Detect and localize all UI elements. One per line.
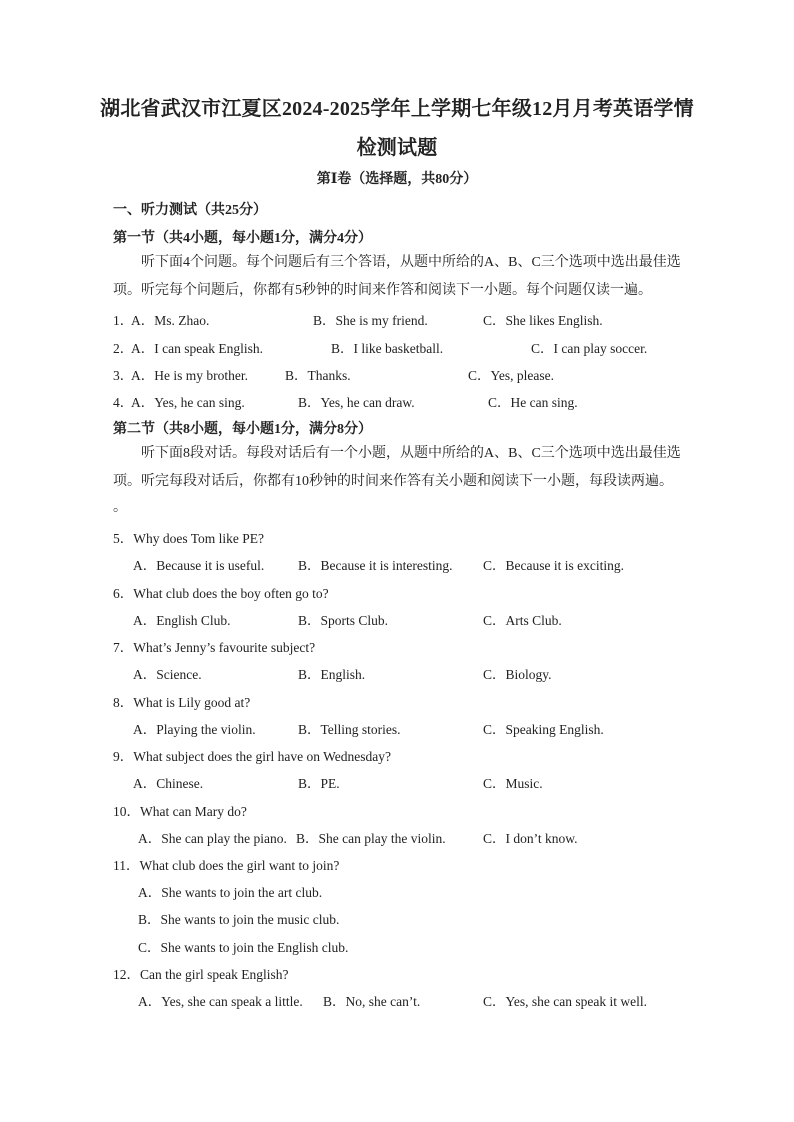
q3-option-c: C．Yes, please. [468, 368, 555, 383]
section1-instructions-text: 听下面4个问题。每个问题后有三个答语，从题中所给的A、B、C三个选项中选出最佳选项。听完每个问题后，你都有5秒钟的时间来作答和阅读下一小题。每个问题仅读一遍。 [113, 255, 681, 298]
q10-option-a: A．She can play the piano. [138, 831, 287, 846]
q6-option-a: A．English Club. [133, 613, 231, 628]
q6-question: 6．What club does the boy often go to? [113, 586, 329, 601]
q1-option-a: A．Ms. Zhao. [131, 313, 210, 328]
q9-option-b: B．PE. [298, 776, 340, 791]
q2-option-b: B．I like basketball. [331, 341, 444, 356]
section2-trailing-mark: 。 [113, 500, 127, 515]
q3-option-b: B．Thanks. [285, 368, 351, 383]
q5-option-c: C．Because it is exciting. [483, 558, 624, 573]
q4-option-b: B．Yes, he can draw. [298, 395, 415, 410]
q11-option-a: A．She wants to join the art club. [138, 885, 323, 900]
q1-number: 1． [113, 313, 134, 328]
q3-option-a: A．He is my brother. [131, 368, 248, 383]
part1-heading: 一、听力测试（共25分） [113, 203, 267, 218]
q9-question: 9．What subject does the girl have on Wednesday? [113, 749, 391, 764]
q6-option-b: B．Sports Club. [298, 613, 389, 628]
q3-number: 3． [113, 368, 134, 383]
q12-option-b: B．No, she can’t. [323, 994, 421, 1009]
section2-heading: 第二节（共8小题，每小题1分，满分8分） [113, 422, 372, 437]
q9-option-a: A．Chinese. [133, 776, 204, 791]
q5-option-a: A．Because it is useful. [133, 558, 265, 573]
q7-option-b: B．English. [298, 667, 366, 682]
q7-option-c: C．Biology. [483, 667, 552, 682]
q8-question: 8．What is Lily good at? [113, 695, 251, 710]
q11-question: 11．What club does the girl want to join? [113, 858, 340, 873]
section2-instructions [113, 440, 685, 496]
q12-option-c: C．Yes, she can speak it well. [483, 994, 647, 1009]
q11-option-b: B．She wants to join the music club. [138, 912, 340, 927]
q8-option-b: B．Telling stories. [298, 722, 401, 737]
q1-option-c: C．She likes English. [483, 313, 603, 328]
q12-question: 12．Can the girl speak English? [113, 967, 289, 982]
q2-option-a: A．I can speak English. [131, 341, 263, 356]
volume-heading: 第Ⅰ卷（选择题，共80分） [316, 172, 478, 187]
section2-instructions-text: 听下面8段对话。每段对话后有一个小题，从题中所给的A、B、C三个选项中选出最佳选项。听完每段对话后，你都有10秒钟的时间来作答有关小题和阅读下一小题，每段读两遍。 [113, 446, 681, 489]
q7-option-a: A．Science. [133, 667, 202, 682]
q9-option-c: C．Music. [483, 776, 543, 791]
q7-question: 7．What’s Jenny’s favourite subject? [113, 640, 316, 655]
q6-option-c: C．Arts Club. [483, 613, 562, 628]
q12-option-a: A．Yes, she can speak a little. [138, 994, 303, 1009]
q11-option-c: C．She wants to join the English club. [138, 940, 349, 955]
q8-option-a: A．Playing the violin. [133, 722, 256, 737]
q1-option-b: B．She is my friend. [313, 313, 428, 328]
q8-option-c: C．Speaking English. [483, 722, 604, 737]
q4-option-a: A．Yes, he can sing. [131, 395, 245, 410]
exam-title-line2: 检测试题 [356, 137, 438, 159]
q4-option-c: C．He can sing. [488, 395, 578, 410]
q4-number: 4． [113, 395, 134, 410]
q2-option-c: C．I can play soccer. [531, 341, 648, 356]
q10-option-b: B．She can play the violin. [296, 831, 446, 846]
q10-question: 10．What can Mary do? [113, 804, 247, 819]
exam-title-line1: 湖北省武汉市江夏区2024-2025学年上学期七年级12月月考英语学情 [100, 98, 694, 120]
section1-instructions [113, 249, 685, 305]
q2-number: 2． [113, 341, 134, 356]
q10-option-c: C．I don’t know. [483, 831, 578, 846]
section1-heading: 第一节（共4小题，每小题1分，满分4分） [113, 231, 372, 246]
q5-option-b: B．Because it is interesting. [298, 558, 453, 573]
q5-question: 5．Why does Tom like PE? [113, 531, 265, 546]
